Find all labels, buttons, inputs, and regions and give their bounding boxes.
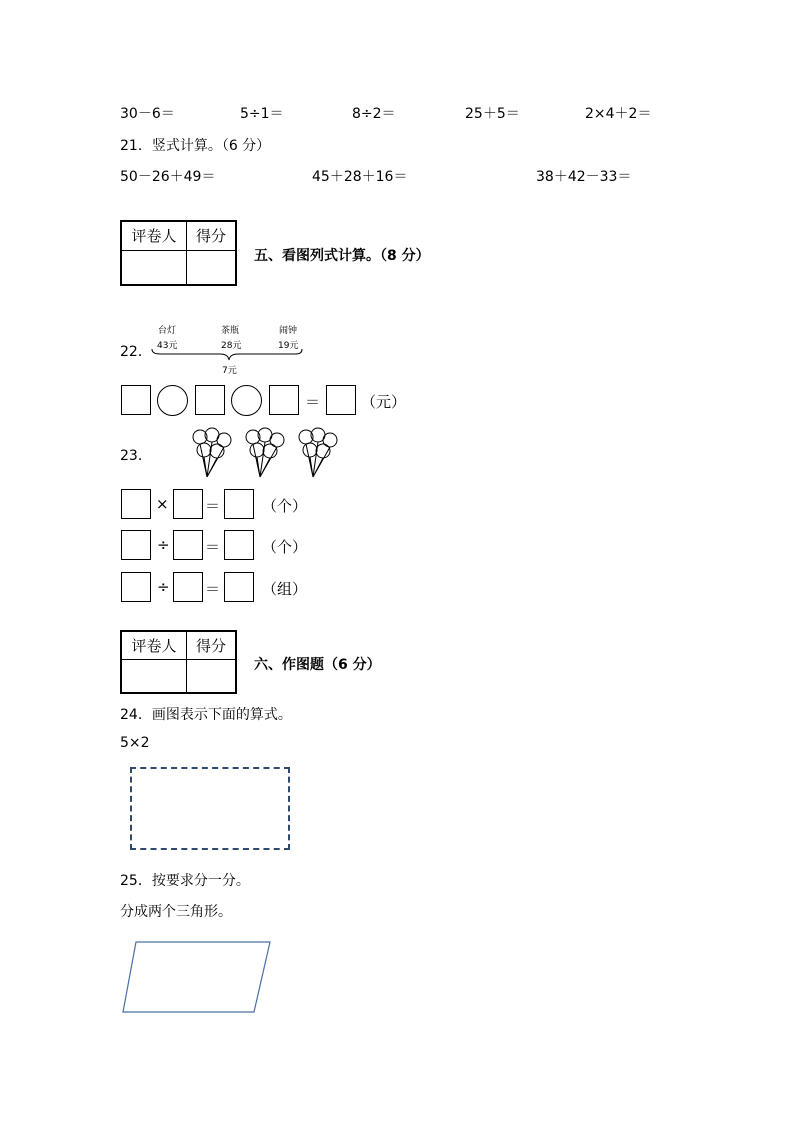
expression-label: 5×2 (120, 735, 150, 751)
price-diagram (150, 320, 306, 376)
equals-sign: ＝ (305, 393, 321, 411)
arith-item: 8÷2＝ (352, 106, 396, 122)
question-22-number: 22． (120, 344, 152, 360)
unit-label: （元） (361, 393, 407, 411)
arith-item: 30－6＝ (120, 106, 175, 122)
grader-label: 评卷人 (121, 221, 187, 250)
answer-box[interactable] (326, 385, 356, 415)
grader-cell (121, 250, 187, 285)
item-price: 19元 (278, 341, 299, 351)
score-label: 得分 (187, 631, 237, 659)
answer-box[interactable] (269, 385, 299, 415)
equals-sign: ＝ (205, 497, 221, 515)
answer-box[interactable] (173, 530, 203, 560)
answer-box[interactable] (224, 572, 254, 602)
answer-box[interactable] (121, 385, 151, 415)
score-label: 得分 (187, 221, 237, 250)
item-name: 台灯 (158, 326, 177, 336)
equals-sign: ＝ (205, 538, 221, 556)
item-name: 茶瓶 (221, 326, 240, 336)
balloon-groups-icon (190, 427, 340, 479)
unit-label: （个） (262, 538, 308, 556)
vertical-calc-item: 45＋28＋16＝ (312, 169, 408, 185)
answer-box[interactable] (121, 530, 151, 560)
section-5-title: 五、看图列式计算。（8 分） (254, 248, 430, 264)
answer-box[interactable] (173, 572, 203, 602)
instruction-text: 分成两个三角形。 (120, 904, 232, 920)
score-table (120, 220, 237, 286)
score-table (120, 630, 237, 694)
vertical-calc-item: 38＋42－33＝ (536, 169, 632, 185)
question-25-title: 25．按要求分一分。 (120, 873, 250, 889)
grader-label: 评卷人 (121, 631, 187, 659)
unit-label: （组） (262, 580, 308, 598)
operator-sign: × (156, 495, 169, 513)
answer-box[interactable] (224, 489, 254, 519)
answer-box[interactable] (224, 530, 254, 560)
score-cell (187, 659, 237, 693)
operator-circle[interactable] (231, 385, 262, 416)
question-21-title: 21．竖式计算。（6 分） (120, 138, 271, 154)
answer-box[interactable] (121, 489, 151, 519)
unit-label: （个） (262, 497, 308, 515)
item-name: 闹钟 (279, 326, 298, 336)
grader-cell (121, 659, 187, 693)
parallelogram-shape[interactable] (120, 940, 275, 1015)
arith-item: 2×4＋2＝ (585, 106, 652, 122)
answer-box[interactable] (121, 572, 151, 602)
operator-sign: ÷ (157, 578, 170, 596)
answer-box[interactable] (173, 489, 203, 519)
section-6-title: 六、作图题（6 分） (254, 657, 381, 673)
answer-box[interactable] (195, 385, 225, 415)
equals-sign: ＝ (205, 580, 221, 598)
difference-label: 7元 (222, 366, 237, 376)
item-price: 28元 (221, 341, 242, 351)
operator-circle[interactable] (157, 385, 188, 416)
operator-sign: ÷ (157, 536, 170, 554)
drawing-area[interactable] (130, 767, 290, 850)
arith-item: 25＋5＝ (465, 106, 520, 122)
item-price: 43元 (157, 341, 178, 351)
question-23-number: 23． (120, 448, 152, 464)
score-cell (187, 250, 237, 285)
vertical-calc-item: 50－26＋49＝ (120, 169, 216, 185)
arith-item: 5÷1＝ (240, 106, 284, 122)
question-24-title: 24．画图表示下面的算式。 (120, 707, 292, 723)
brace-icon (150, 348, 306, 362)
